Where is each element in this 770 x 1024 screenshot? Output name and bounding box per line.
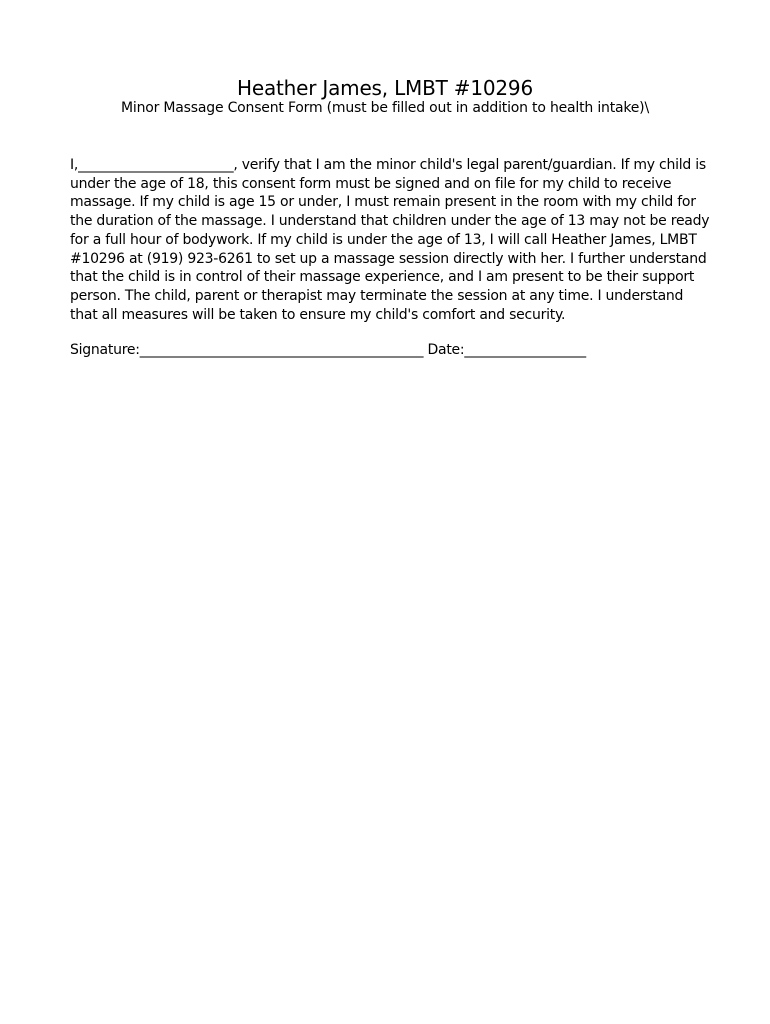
document-subtitle: Minor Massage Consent Form (must be filled out in addition to health intake)\ [121,100,649,116]
consent-paragraph: I,_______________________, verify that I am the minor child's legal parent/guardian. If my child is under the age of 18, this consent form must be signed and on file for my child to receive massage. If my child is age 15 or under, I must remain present in the room with my child for the duration of the massage. I understand that children under the age of 13 may not be ready for a full hour of bodywork. If my child is under the age of 13, I will call Heather James, LMBT #10296 at (919) 923-6261 to set up a massage session directly with her. I further understand that the child is in control of their massage experience, and I am present to be their support person. The child, parent or therapist may terminate the session at any time. I understand that all measures will be taken to ensure my child's comfort and security. [70,157,710,323]
signature-date-line: Signature:__________________________________________ Date:__________________ [70,342,586,358]
document-title: Heather James, LMBT #10296 [237,76,533,100]
